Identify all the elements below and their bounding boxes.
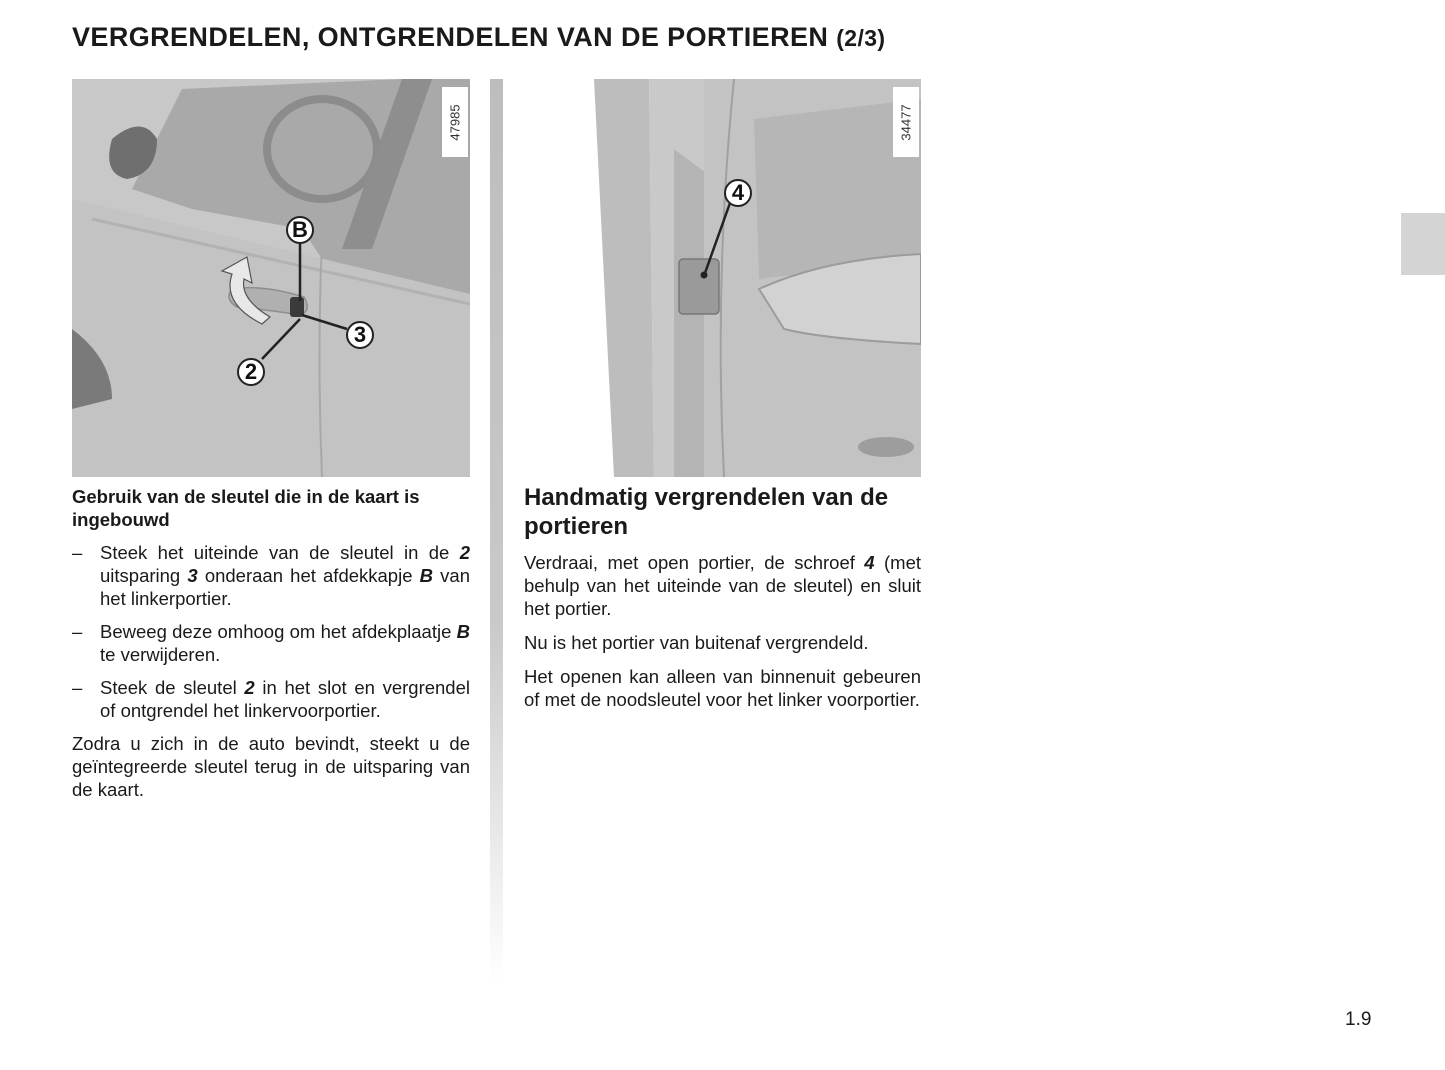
figure-reference-code: 47985 — [442, 87, 468, 157]
callout-b: B — [286, 216, 314, 244]
page-title-part: (2/3) — [836, 25, 886, 51]
callout-2: 2 — [237, 358, 265, 386]
door-edge-drawing — [524, 79, 921, 477]
list-item: – Steek het uiteinde van de sleutel in de 2 uitsparing 3 onderaan het afdekkapje B van het linkerportier. — [72, 542, 471, 609]
door-exterior-drawing — [72, 79, 470, 477]
right-column — [524, 483, 921, 722]
list-item: – Beweeg deze omhoog om het afdekplaatje B te verwijderen. — [72, 621, 470, 665]
dash-bullet: – — [72, 542, 83, 563]
page-title — [72, 22, 885, 53]
sub-heading: Gebruik van de sleutel die in de kaart is ingebouwd — [72, 486, 420, 530]
body-paragraph: Zodra u zich in de auto bevindt, steekt u de geïntegreerde sleutel terug in de uitsparing van de kaart. — [72, 733, 470, 800]
page-title-text: VERGRENDELEN, ONTGRENDELEN VAN DE PORTIEREN — [72, 22, 829, 52]
callout-3: 3 — [346, 321, 374, 349]
dash-bullet: – — [72, 677, 83, 698]
dash-bullet: – — [72, 621, 83, 642]
body-paragraph: Verdraai, met open portier, de schroef 4 (met behulp van het uiteinde van de sleutel) en sluit het portier. — [524, 552, 922, 619]
left-column — [72, 485, 470, 801]
steps-list — [72, 541, 470, 722]
door-edge-illustration — [524, 79, 921, 477]
page-number: 1.9 — [1345, 1009, 1372, 1030]
section-heading: Handmatig vergrendelen van de portieren — [524, 484, 889, 540]
callout-4: 4 — [724, 179, 752, 207]
door-exterior-illustration — [72, 79, 470, 477]
figure-reference-code: 34477 — [893, 87, 919, 157]
list-item: – Steek de sleutel 2 in het slot en vergrendel of ontgrendel het linkervoorportier. — [72, 677, 470, 721]
body-paragraph: Het openen kan alleen van binnenuit gebeuren of met de noodsleutel voor het linker voorportier. — [524, 666, 921, 710]
column-divider — [490, 79, 503, 984]
section-tab — [1401, 213, 1445, 275]
body-paragraph: Nu is het portier van buitenaf vergrendeld. — [524, 632, 869, 653]
